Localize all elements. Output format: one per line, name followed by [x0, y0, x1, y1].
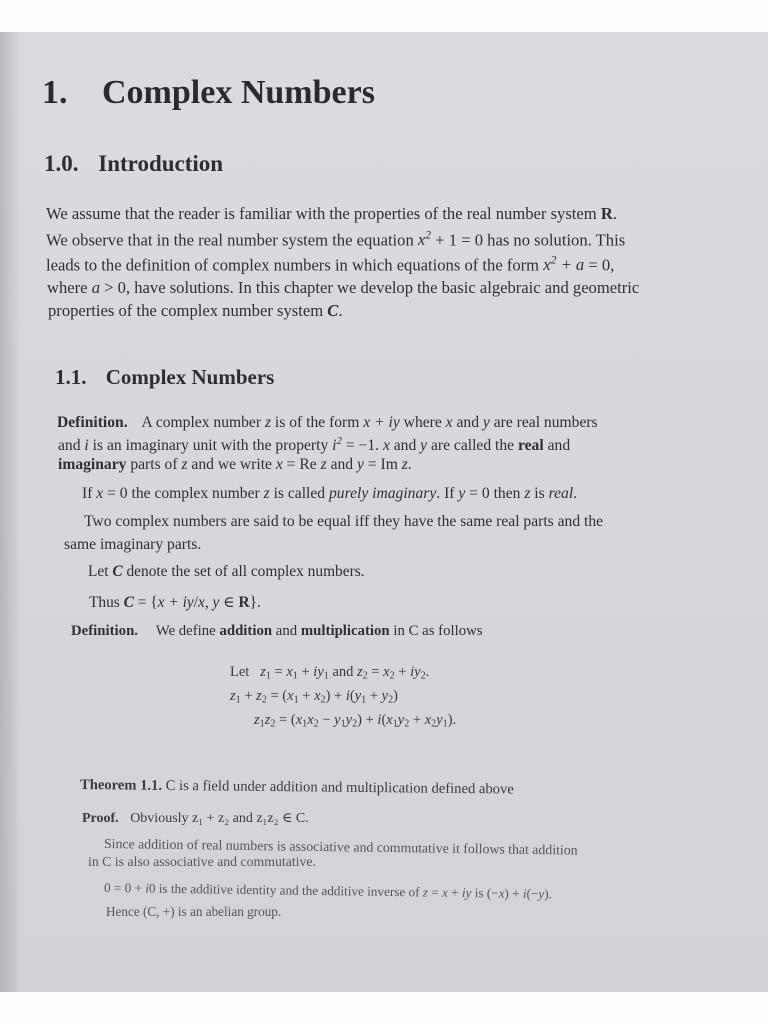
theorem-text: C is a field under addition and multiplication defined above	[165, 777, 514, 798]
def1-line-1: Definition. A complex number z is of the form x + iy where x and y are real numbers	[57, 414, 598, 431]
equation-let: Let $z_1 = x_1 + iy_1$ and $z_2 = x_2 + iy_2$.	[230, 664, 430, 682]
def1-line-2: and i is an imaginary unit with the property $i^2 = -1$. x and y are called the real and	[58, 435, 571, 454]
theorem-label: Theorem 1.1.	[79, 777, 163, 794]
intro-line-2: We observe that in the real number system the equation $x^2 + 1 = 0$ has no solution. This	[46, 229, 626, 250]
equation-product: $z_1z_2 = (x_1x_2 - y_1y_2) + i(x_1y_2 + x_2y_1)$.	[254, 712, 457, 730]
purely-imaginary-term: purely imaginary	[329, 485, 437, 502]
chapter-number: 1.	[42, 74, 68, 111]
proof-abelian-line: Hence (C, +) is an abelian group.	[106, 904, 282, 919]
chapter-title: Complex Numbers	[102, 74, 375, 111]
section-intro-number: 1.0.	[44, 151, 79, 176]
section-cn-title: Complex Numbers	[105, 365, 275, 389]
def2-label: Definition.	[71, 623, 138, 639]
def1-label: Definition.	[57, 414, 128, 431]
set-c-line: Let C denote the set of all complex numbers.	[88, 563, 365, 580]
intro-line-1: We assume that the reader is familiar with the properties of the real number system R.	[46, 204, 617, 223]
section-cn-number: 1.1.	[55, 365, 87, 389]
proof-assoc-line-2: in C is also associative and commutative.	[88, 854, 316, 869]
book-page	[0, 32, 768, 992]
chapter-heading	[42, 74, 375, 112]
section-intro-heading	[44, 151, 223, 177]
proof-assoc-line-1: Since addition of real numbers is associative and commutative it follows that addition	[103, 836, 578, 858]
def2-and: and	[275, 623, 298, 639]
def2-tail: in C as follows	[393, 623, 483, 639]
proof-line	[82, 810, 309, 827]
def2-addition: addition	[219, 623, 273, 639]
equality-line-2: same imaginary parts.	[64, 536, 202, 553]
def1-line-3: imaginary parts of z and we write x = Re z and y = Im z.	[58, 456, 412, 473]
section-cn-heading	[55, 365, 274, 390]
thus-c-line: Thus C = {x + iy/x, y ∈ R}.	[89, 594, 261, 611]
intro-line-3: leads to the definition of complex numbers in which equations of the form $x^2 + a = 0$,	[46, 254, 615, 275]
proof-identity-line: 0 = 0 + i0 is the additive identity and the additive inverse of z = x + iy is (−x) + i(−y).	[103, 880, 553, 902]
def2-lead: We define	[155, 623, 216, 639]
section-intro-title: Introduction	[98, 151, 224, 176]
intro-line-4: where a > 0, have solutions. In this chapter we develop the basic algebraic and geometric	[47, 278, 640, 297]
def1-imaginary-word: imaginary	[58, 456, 127, 473]
def2-multiplication: multiplication	[300, 623, 390, 639]
proof-label: Proof.	[82, 811, 119, 826]
page-gutter-shadow	[0, 32, 22, 992]
theorem-line	[80, 777, 514, 799]
proof-text: Obviously z₁ + z₂ and z₁z₂ ∈ C.	[130, 811, 309, 826]
equality-line-1: Two complex numbers are said to be equal iff they have the same real parts and the	[84, 513, 604, 530]
intro-line-5: properties of the complex number system C.	[48, 301, 343, 320]
def1-real-word: real	[518, 437, 544, 454]
def2-line	[71, 623, 483, 640]
purely-imaginary-line: If x = 0 the complex number z is called purely imaginary. If y = 0 then z is real.	[82, 485, 578, 502]
real-term: real	[548, 485, 574, 502]
equation-sum: $z_1 + z_2 = (x_1 + x_2) + i(y_1 + y_2)$	[230, 688, 398, 706]
